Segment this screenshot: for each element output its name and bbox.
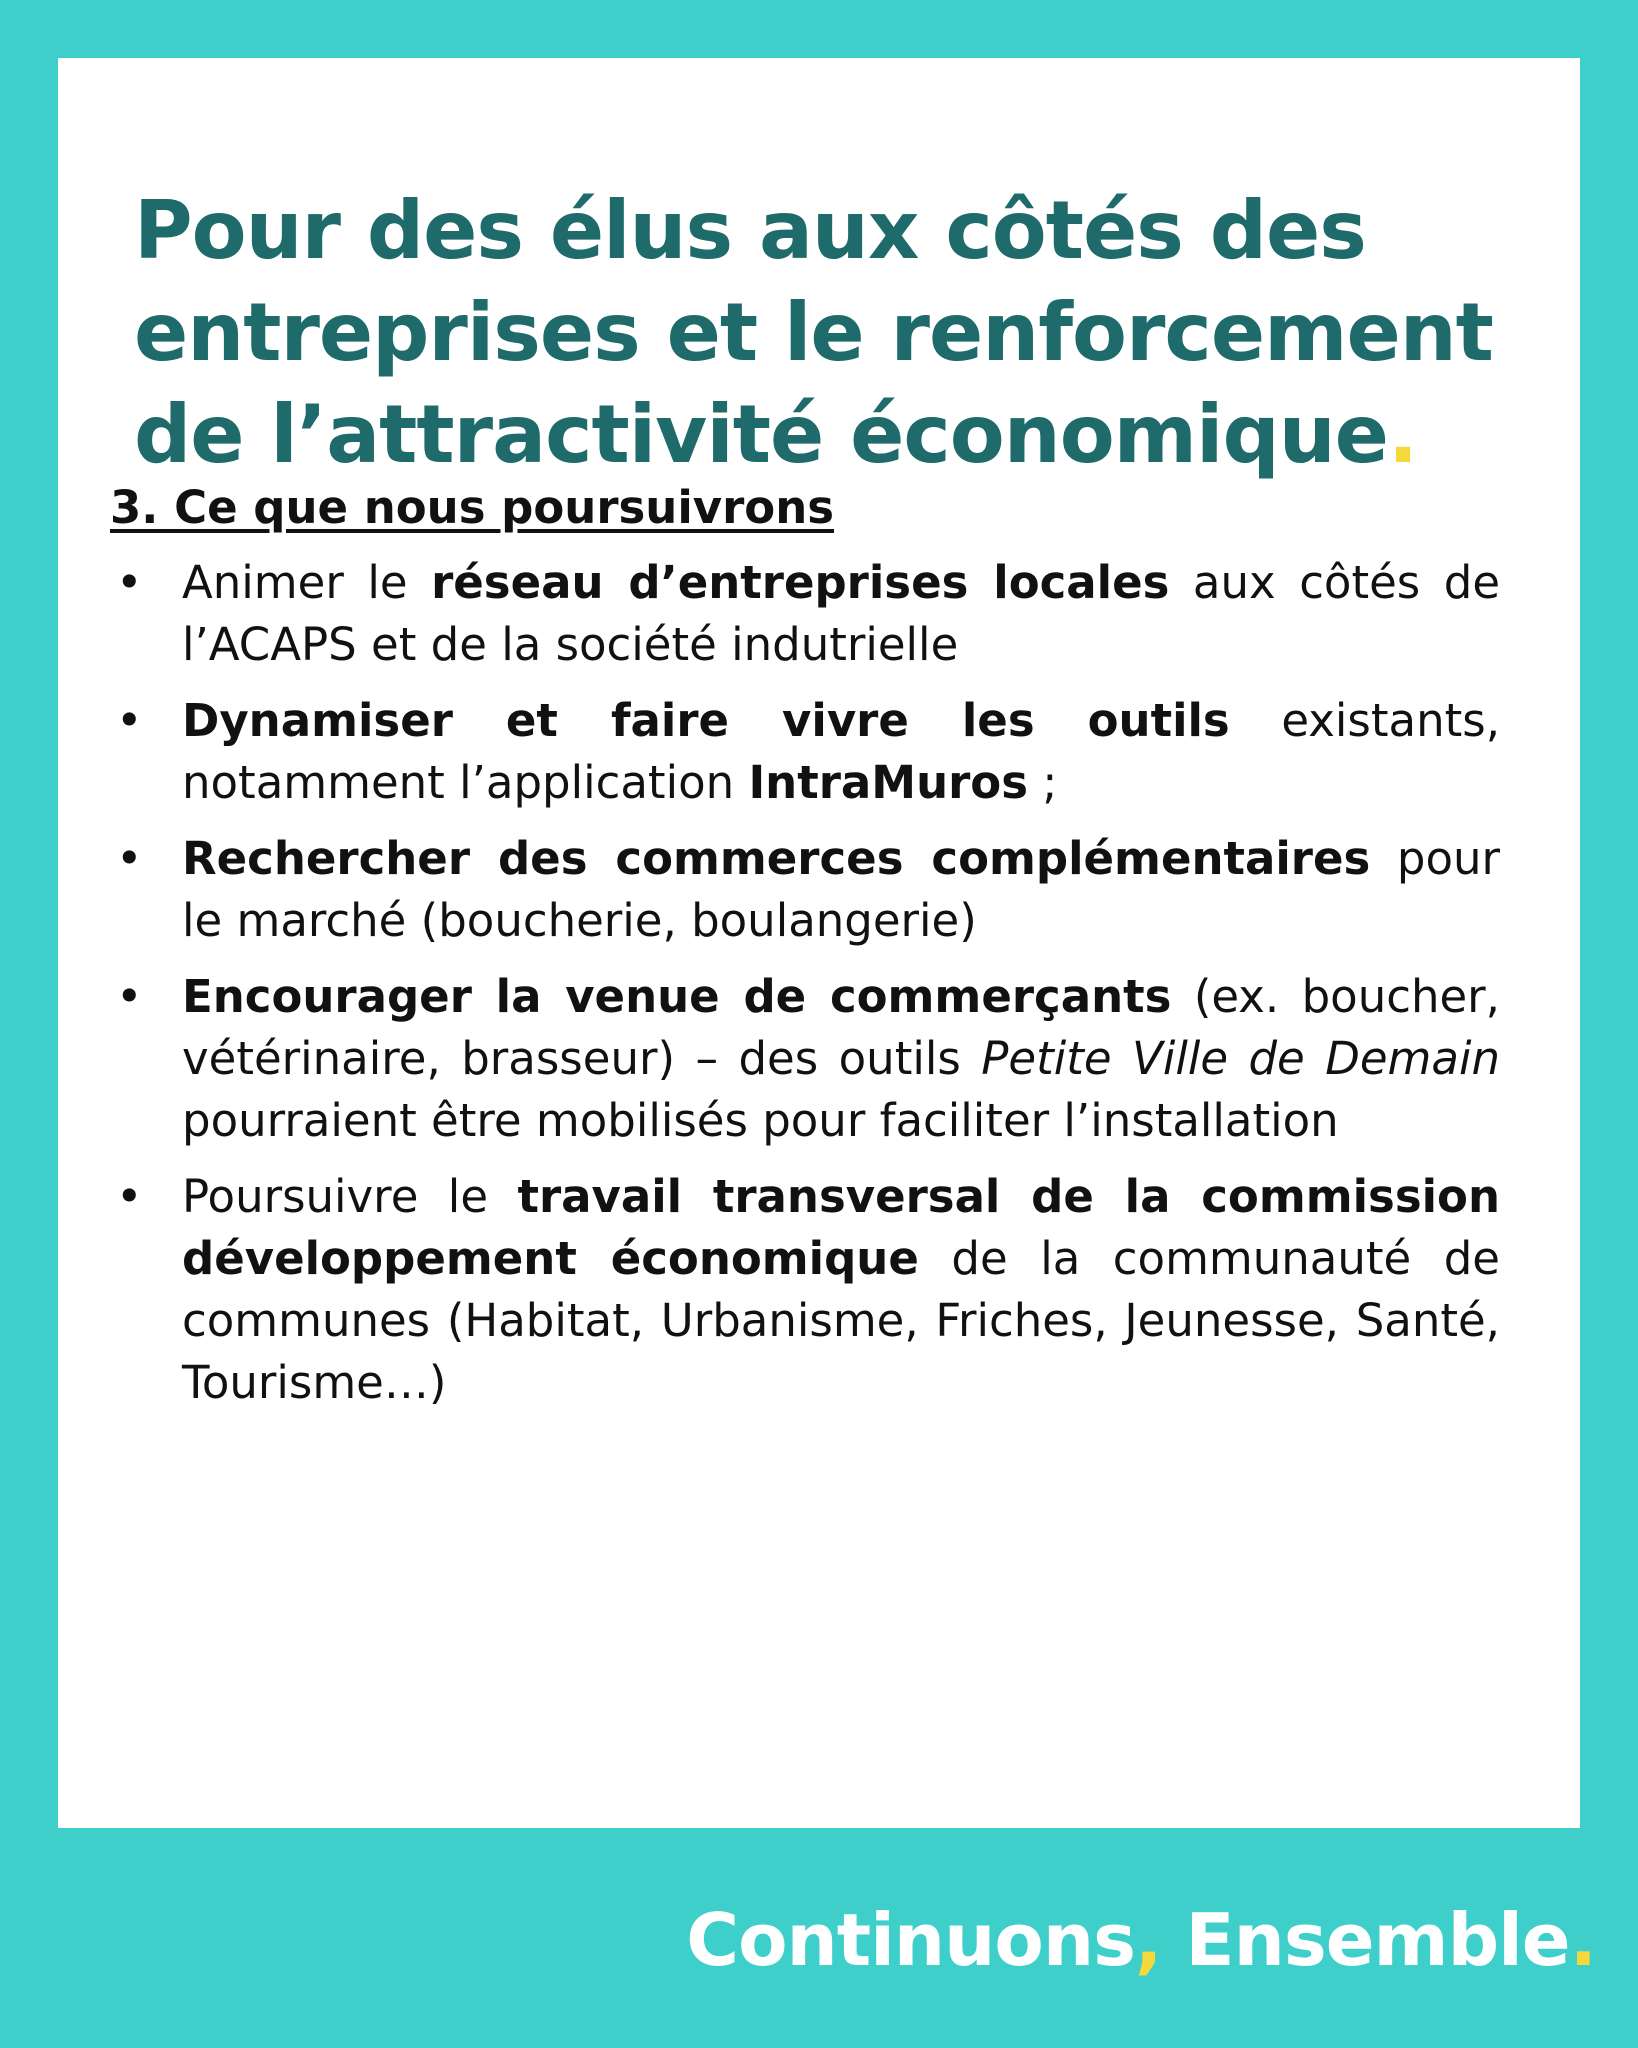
slogan xyxy=(686,1900,1596,1980)
list-item xyxy=(110,1166,1500,1414)
item-emphasis: Dynamiser et faire vivre les outils xyxy=(182,694,1230,747)
bullet-icon: • xyxy=(116,832,143,885)
slogan-word-2: Ensemble xyxy=(1161,1898,1570,1982)
slogan-comma: , xyxy=(1135,1898,1162,1982)
item-text: pourraient être mobilisés pour faciliter l’installation xyxy=(182,1094,1339,1147)
list-item xyxy=(110,552,1500,676)
title-accent-dot: . xyxy=(1387,387,1418,481)
list-item xyxy=(110,690,1500,814)
actions-section xyxy=(110,478,1500,1428)
item-emphasis: Rechercher des commerces complémentaires xyxy=(182,832,1371,885)
page-title xyxy=(134,180,1574,486)
content-card xyxy=(58,58,1580,1828)
bullet-icon: • xyxy=(116,556,143,609)
list-item xyxy=(110,828,1500,952)
slogan-dot: . xyxy=(1569,1898,1596,1982)
title-text: Pour des élus aux côtés des entreprises et le renforcement de l’attractivité économique xyxy=(134,183,1493,481)
item-text: Poursuivre le xyxy=(182,1170,518,1223)
item-text: Animer le xyxy=(182,556,432,609)
bullet-icon: • xyxy=(116,970,143,1023)
section-heading: 3. Ce que nous poursuivrons xyxy=(110,481,835,534)
item-emphasis: travail transversal de la commission développement économique xyxy=(182,1170,1500,1285)
item-text: pour le marché (boucherie, boulangerie) xyxy=(182,832,1501,947)
slogan-word-1: Continuons xyxy=(686,1898,1135,1982)
item-text: existants, notamment l’application xyxy=(182,694,1500,809)
item-emphasis: Encourager la venue de commerçants xyxy=(182,970,1172,1023)
item-text: aux côtés de l’ACAPS et de la société indutrielle xyxy=(182,556,1501,671)
item-italic: Petite Ville de Demain xyxy=(981,1032,1500,1085)
item-text: de la communauté de communes (Habitat, Urbanisme, Friches, Jeunesse, Santé, Tourisme…) xyxy=(182,1232,1500,1409)
item-emphasis: IntraMuros xyxy=(748,756,1028,809)
item-text: ; xyxy=(1028,756,1058,809)
item-text: (ex. boucher, vétérinaire, brasseur) – des outils xyxy=(182,970,1500,1085)
list-item xyxy=(110,966,1500,1152)
bullet-icon: • xyxy=(116,1170,143,1223)
bullet-icon: • xyxy=(116,694,143,747)
item-emphasis: réseau d’entreprises locales xyxy=(431,556,1170,609)
action-list xyxy=(110,552,1500,1414)
